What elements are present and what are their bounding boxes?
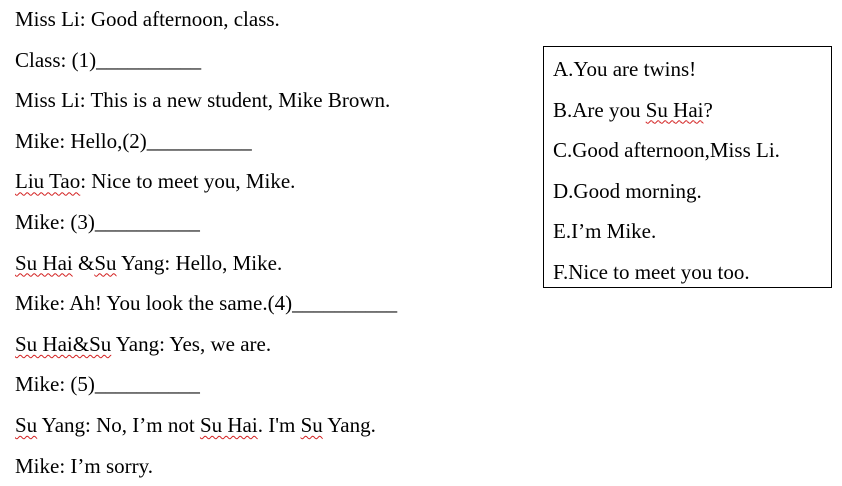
text-segment: Mike: (3)__________ [15,209,200,234]
dialogue-line-9 [15,324,535,365]
text-segment: Miss Li: This is a new student, Mike Brown. [15,88,391,113]
spellcheck-flagged-text: Su Hai&Su [15,331,112,356]
text-segment: Yang: No, I’m not [37,412,200,437]
text-segment: Class: (1)__________ [15,47,202,72]
spellcheck-flagged-text: Liu Tao [15,169,81,194]
option-b [553,90,713,131]
spellcheck-flagged-text: Su [15,412,38,437]
text-segment: B.Are you [553,97,646,122]
text-segment: E.I’m Mike. [553,219,657,244]
dialogue-line-6 [15,202,535,243]
dialogue-line-10 [15,364,535,405]
text-segment: ? [703,97,713,122]
option-c [553,130,780,171]
dialogue-line-7 [15,243,535,284]
dialogue-lines [15,0,535,486]
dialogue-line-11 [15,405,535,446]
text-segment: Miss Li: Good afternoon, class. [15,7,280,31]
dialogue-line-2 [15,40,535,81]
text-segment: : Nice to meet you, Mike. [80,169,296,194]
option-a [553,49,696,90]
text-segment: Mike: I’m sorry. [15,453,154,478]
dialogue-line-3 [15,80,535,121]
option-d [553,171,702,212]
text-segment: Mike: (5)__________ [15,372,200,397]
dialogue-line-12 [15,446,535,486]
text-segment: Mike: Ah! You look the same.(4)__________ [15,291,398,316]
answer-options-box [543,46,832,288]
dialogue-line-1 [15,0,535,40]
spellcheck-flagged-text: Su Hai [15,250,73,275]
text-segment: A.You are twins! [553,57,697,81]
text-segment: . I'm [257,412,301,437]
text-segment: Yang: Hello, Mike. [116,250,283,275]
dialogue-line-4 [15,121,535,162]
text-segment: Yang. [322,412,376,437]
spellcheck-flagged-text: Su [94,250,117,275]
option-e [553,211,656,252]
spellcheck-flagged-text: Su [300,412,323,437]
text-segment: D.Good morning. [553,178,702,203]
text-segment: Yang: Yes, we are. [111,331,272,356]
spellcheck-flagged-text: Su Hai [199,412,258,437]
spellcheck-flagged-text: Su Hai [645,97,704,122]
dialogue-line-5 [15,161,535,202]
text-segment: & [72,250,95,275]
text-segment: Mike: Hello,(2)__________ [15,128,252,153]
option-f [553,252,750,293]
text-segment: C.Good afternoon,Miss Li. [553,138,780,163]
text-segment: F.Nice to meet you too. [553,260,750,284]
dialogue-line-8 [15,283,535,324]
